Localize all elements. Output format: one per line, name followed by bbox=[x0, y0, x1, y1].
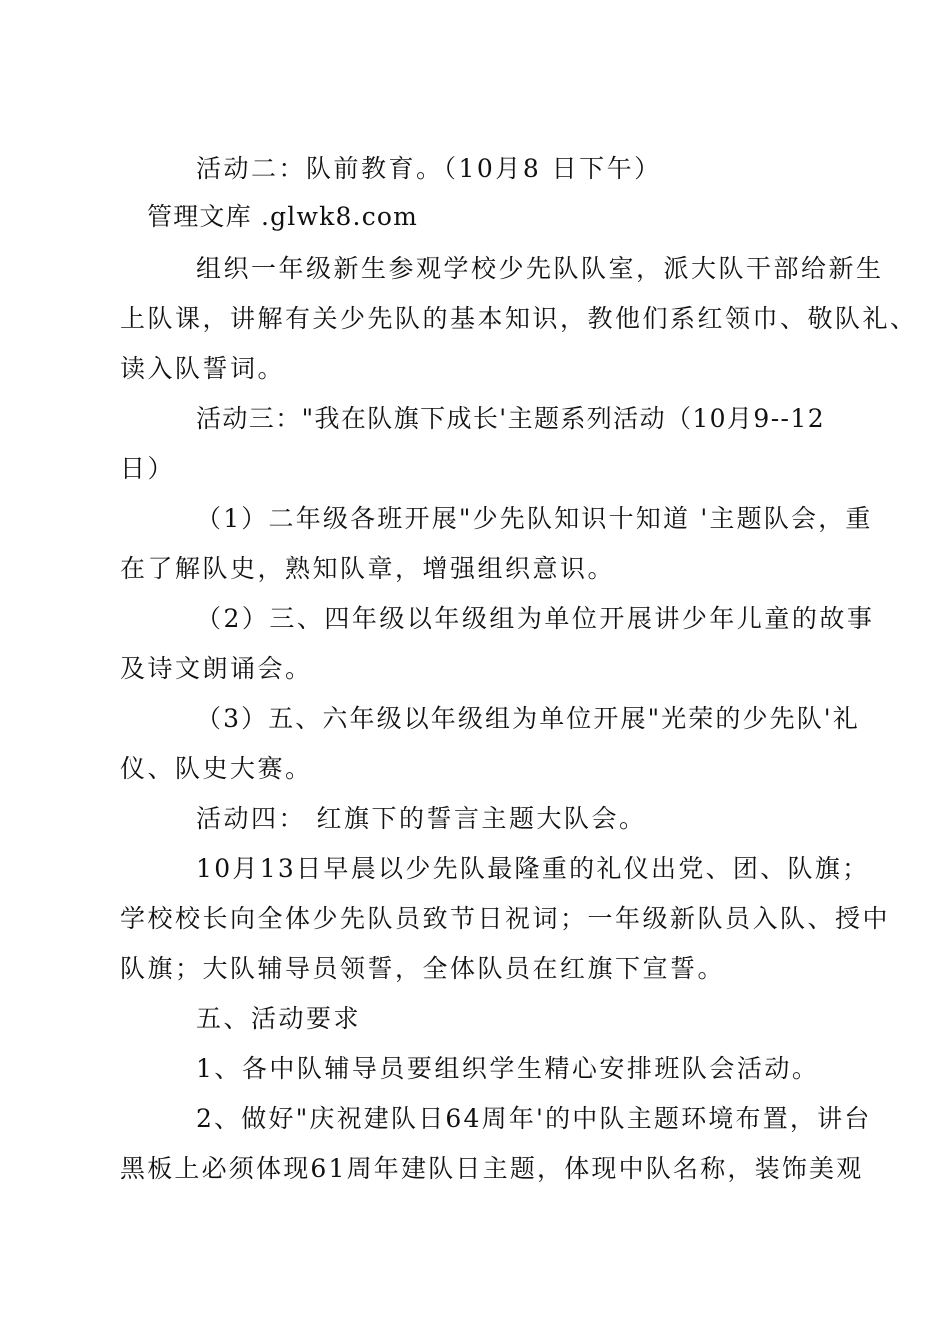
paragraph-line: 队旗；大队辅导员领誓，全体队员在红旗下宣誓。 bbox=[120, 954, 726, 983]
paragraph-line: 在了解队史，熟知队章，增强组织意识。 bbox=[120, 554, 616, 583]
heading-activity-three: 活动三："我在队旗下成长'主题系列活动（10月9--12 bbox=[196, 404, 825, 433]
paragraph-line: 仪、队史大赛。 bbox=[120, 754, 313, 783]
list-item-2: （2）三、四年级以年级组为单位开展讲少年儿童的故事 bbox=[196, 604, 875, 633]
requirement-item-2: 2、做好"庆祝建队日64周年'的中队主题环境布置，讲台 bbox=[196, 1104, 872, 1133]
paragraph-line: 组织一年级新生参观学校少先队队室，派大队干部给新生 bbox=[196, 254, 884, 283]
paragraph-line: 日） bbox=[120, 454, 176, 483]
paragraph-line: 10月13日早晨以少先队最隆重的礼仪出党、团、队旗； bbox=[196, 854, 870, 883]
heading-activity-four: 活动四： 红旗下的誓言主题大队会。 bbox=[196, 804, 647, 833]
paragraph-line: 黑板上必须体现61周年建队日主题，体现中队名称，装饰美观 bbox=[120, 1154, 864, 1183]
paragraph-line: 学校校长向全体少先队员致节日祝词；一年级新队员入队、授中 bbox=[120, 904, 891, 933]
requirement-item-1: 1、各中队辅导员要组织学生精心安排班队会活动。 bbox=[196, 1054, 820, 1083]
paragraph-line: 上队课，讲解有关少先队的基本知识，教他们系红领巾、敬队礼、 bbox=[120, 304, 918, 333]
list-item-3: （3）五、六年级以年级组为单位开展"光荣的少先队'礼 bbox=[196, 704, 860, 733]
heading-activity-two: 活动二：队前教育。（10月8 日下午） bbox=[196, 154, 662, 183]
list-item-1: （1）二年级各班开展"少先队知识十知道 '主题队会，重 bbox=[196, 504, 873, 533]
paragraph-line: 读入队誓词。 bbox=[120, 354, 286, 383]
section-heading-requirements: 五、活动要求 bbox=[196, 1004, 362, 1033]
paragraph-line: 及诗文朗诵会。 bbox=[120, 654, 313, 683]
watermark-source-line: 管理文库 .glwk8.com bbox=[147, 202, 419, 231]
